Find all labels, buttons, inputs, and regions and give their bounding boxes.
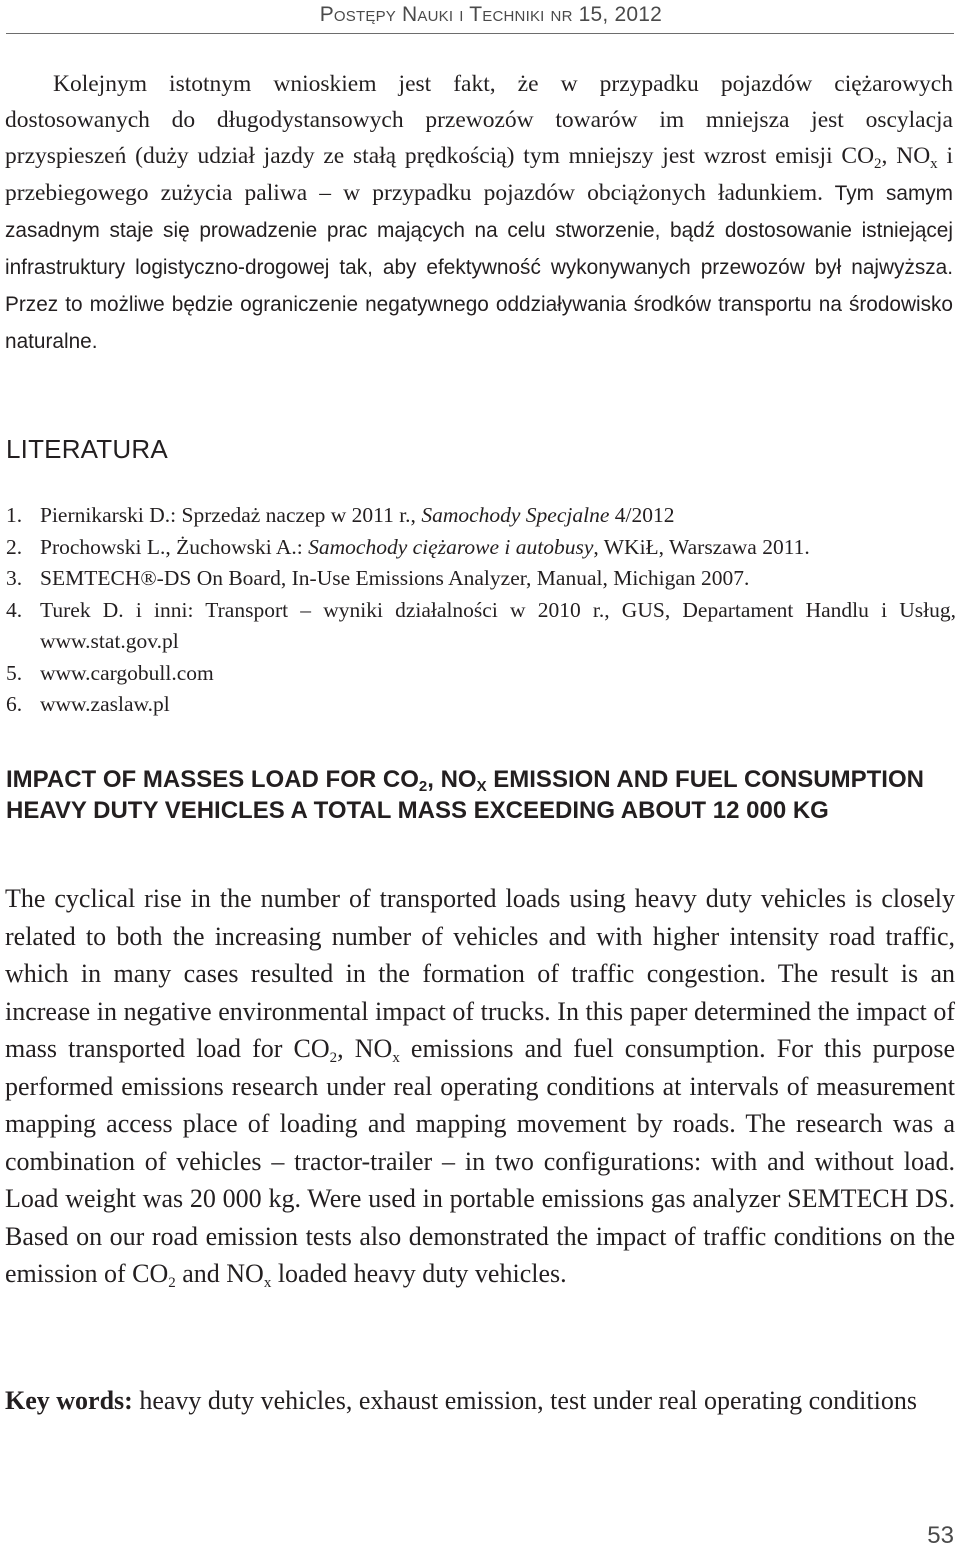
abstract-part5: loaded heavy duty vehicles. <box>271 1259 567 1288</box>
polish-text-part2: i przebiegowego zużycia paliwa – w przypadku pojazdów obciążonych ładunkiem. <box>5 143 953 206</box>
title-subscript-2: 2 <box>418 778 428 795</box>
subscript-2: 2 <box>874 156 882 173</box>
page-number: 53 <box>927 1522 954 1549</box>
reference-number: 5. <box>6 660 23 685</box>
abstract-part1: The cyclical rise in the number of transported loads using heavy duty vehicles is closely related to both the increasing number of vehicles and with higher intensity road traffic, which in many cases resulted in the formation of traffic congestion. The result is an increase in negative environmental impact of trucks. In this paper determined the impact of mass transported load for CO <box>5 884 955 1063</box>
reference-text: www.zaslaw.pl <box>40 692 170 716</box>
abstract-part4: and NO <box>175 1259 264 1288</box>
reference-text-tail: 4/2012 <box>609 503 675 527</box>
abstract-subscript-x: x <box>263 1275 272 1291</box>
abstract-part2: , NO <box>337 1034 393 1063</box>
abstract-subscript-2: 2 <box>329 1050 338 1066</box>
reference-item <box>6 689 956 721</box>
reference-item <box>6 532 956 564</box>
reference-text-tail: , WKiŁ, Warszawa 2011. <box>593 534 810 559</box>
reference-text: www.cargobull.com <box>40 660 214 685</box>
reference-item <box>6 563 956 595</box>
reference-text: SEMTECH®-DS On Board, In-Use Emissions Analyzer, Manual, Michigan 2007. <box>40 566 750 590</box>
reference-italic: Samochody ciężarowe i autobusy <box>308 534 594 559</box>
keywords-paragraph <box>5 1382 955 1420</box>
reference-text: Piernikarski D.: Sprzedaż naczep w 2011 r., <box>40 503 422 527</box>
reference-number: 3. <box>6 566 23 590</box>
references-heading: LITERATURA <box>6 434 168 464</box>
title-subscript-x: X <box>476 778 487 795</box>
reference-item <box>6 500 956 532</box>
reference-text: Prochowski L., Żuchowski A.: <box>40 534 309 559</box>
reference-number: 4. <box>6 597 23 622</box>
reference-number: 6. <box>6 692 23 716</box>
reference-item <box>6 658 956 690</box>
reference-text: Turek D. i inni: Transport – wyniki działalności w 2010 r., GUS, Departament Handlu i Usług, www.stat.gov.pl <box>40 597 956 653</box>
title-part3: EMISSION AND FUEL CONSUMPTION HEAVY DUTY VEHICLES A TOTAL MASS EXCEEDING ABOUT 12 000 KG <box>6 766 924 824</box>
english-abstract <box>5 880 955 1293</box>
header-divider <box>6 33 954 34</box>
reference-list <box>6 500 956 721</box>
reference-number: 1. <box>6 503 23 527</box>
title-part2: , NO <box>427 766 477 793</box>
english-title <box>6 764 956 826</box>
polish-text-sep: , NO <box>881 143 931 170</box>
reference-italic: Samochody Specjalne <box>421 503 610 527</box>
abstract-subscript-x: x <box>392 1050 400 1066</box>
subscript-x: x <box>930 156 938 173</box>
abstract-part3: emissions and fuel consumption. For this purpose performed emissions research under real operating conditions at intervals of measurement mapping access place of loading and mapping movement by roads. The research was a combination of vehicles – tractor-trailer – in two configurations: with and without load. Load weight was 20 000 kg. Were used in portable emissions gas analyzer SEMTECH DS. Based on our road emission tests also demonstrated the impact of traffic conditions on the emission of CO <box>5 1034 955 1288</box>
reference-item <box>6 595 956 658</box>
abstract-subscript-2: 2 <box>168 1275 176 1291</box>
keywords-label: Key words: <box>5 1386 133 1415</box>
polish-text-part3: Tym samym zasadnym staje się prowadzenie prac mających na celu stworzenie, bądź dostosowanie istniejącej infrastruktury logistyczno-drogowej tak, aby efektywność wykonywanych przewozów był najwyższa. Przez to możliwe będzie ograniczenie negatywnego oddziaływania środków transportu na środowisko naturalne. <box>5 181 953 354</box>
running-header: Postępy Nauki i Techniki nr 15, 2012 <box>319 3 662 26</box>
keywords-text: heavy duty vehicles, exhaust emission, test under real operating conditions <box>132 1386 917 1415</box>
title-part1: IMPACT OF MASSES LOAD FOR CO <box>6 766 419 793</box>
polish-text-part1: Kolejnym istotnym wnioskiem jest fakt, że w przypadku pojazdów ciężarowych dostosowanych do długodystansowych przewozów towarów im mniejsza jest oscylacja przyspieszeń (duży udział jazdy ze stałą prędkością) tym mniejszy jest wzrost emisji CO <box>5 71 953 170</box>
reference-number: 2. <box>6 534 23 559</box>
polish-conclusion-paragraph <box>5 66 953 361</box>
